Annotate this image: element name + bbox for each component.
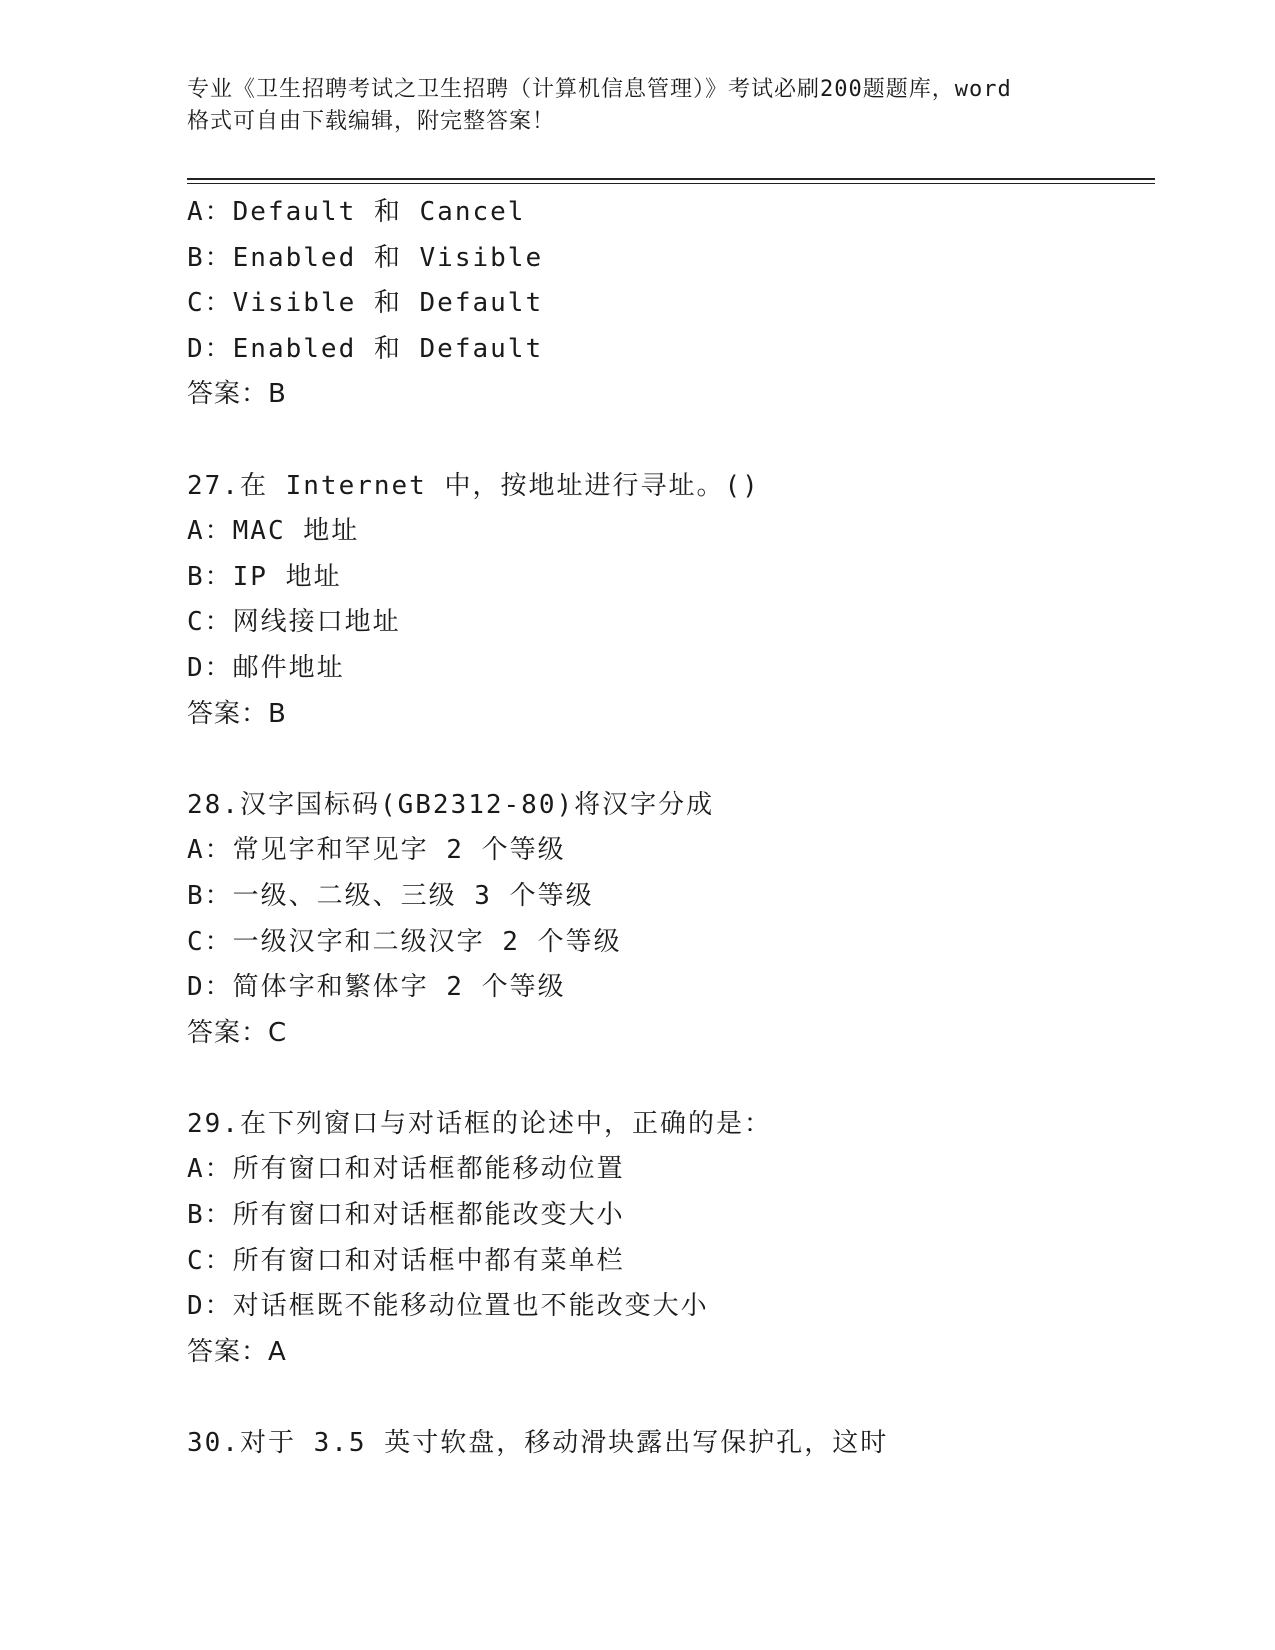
- option-d: D：对话框既不能移动位置也不能改变大小: [187, 1291, 709, 1322]
- option-b: B：一级、二级、三级 3 个等级: [187, 880, 594, 911]
- question-26: [187, 190, 1147, 418]
- option-b: B：Enabled 和 Visible: [187, 242, 544, 273]
- option-c: C：一级汉字和二级汉字 2 个等级: [187, 926, 622, 957]
- question-stem: 30.对于 3.5 英寸软盘，移动滑块露出写保护孔，这时: [187, 1428, 889, 1459]
- document-header: [187, 74, 1087, 138]
- option-d: D：Enabled 和 Default: [187, 333, 544, 364]
- question-spacer: [187, 418, 1147, 464]
- header-divider-thin: [187, 183, 1155, 184]
- option-c: C：Visible 和 Default: [187, 288, 544, 319]
- option-a: A：所有窗口和对话框都能移动位置: [187, 1154, 625, 1185]
- question-27: [187, 464, 1147, 738]
- question-spacer: [187, 1056, 1147, 1102]
- option-d: D：邮件地址: [187, 652, 345, 683]
- answer-line: 答案：B: [187, 379, 287, 410]
- option-a: A：Default 和 Cancel: [187, 197, 526, 227]
- option-a: A：常见字和罕见字 2 个等级: [187, 835, 566, 866]
- option-a: A：MAC 地址: [187, 516, 360, 547]
- option-d: D：简体字和繁体字 2 个等级: [187, 972, 566, 1003]
- header-line-2: 格式可自由下载编辑，附完整答案！: [187, 109, 556, 134]
- question-stem: 28.汉字国标码(GB2312-80)将汉字分成: [187, 789, 715, 820]
- answer-line: 答案：B: [187, 698, 287, 729]
- question-stem: 29.在下列窗口与对话框的论述中，正确的是：: [187, 1108, 772, 1139]
- question-30: [187, 1421, 1147, 1467]
- question-28: [187, 783, 1147, 1057]
- header-divider-thick: [187, 178, 1155, 180]
- answer-line: 答案：A: [187, 1336, 287, 1367]
- option-c: C：网线接口地址: [187, 607, 401, 638]
- question-spacer: [187, 737, 1147, 783]
- answer-line: 答案：C: [187, 1017, 288, 1048]
- question-stem: 27.在 Internet 中，按地址进行寻址。(): [187, 470, 760, 501]
- question-29: [187, 1102, 1147, 1376]
- option-b: B：所有窗口和对话框都能改变大小: [187, 1200, 625, 1231]
- question-list: [187, 190, 1147, 1467]
- option-b: B：IP 地址: [187, 561, 342, 592]
- header-line-1: 专业《卫生招聘考试之卫生招聘（计算机信息管理）》考试必刷200题题库，word: [187, 77, 1012, 102]
- option-c: C：所有窗口和对话框中都有菜单栏: [187, 1245, 625, 1276]
- question-spacer: [187, 1375, 1147, 1421]
